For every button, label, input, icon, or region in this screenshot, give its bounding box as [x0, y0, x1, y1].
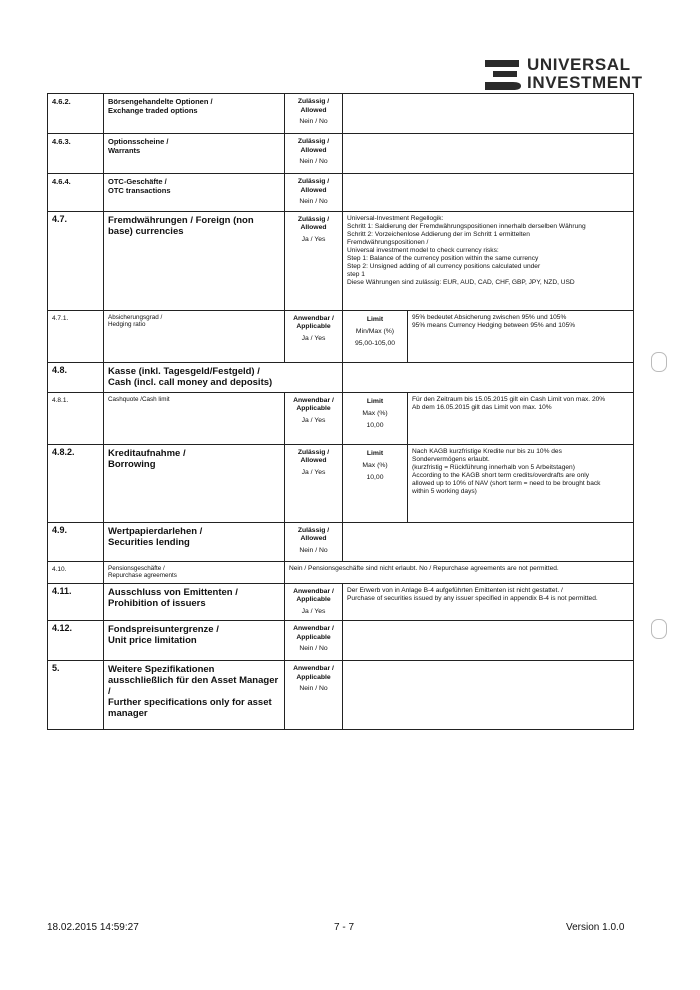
row-number: 5. — [48, 661, 104, 730]
allowed-cell: Zulässig / Allowed Nein / No — [285, 522, 343, 561]
row-title: Kreditaufnahme / Borrowing — [104, 444, 285, 522]
allowed-cell: Zulässig / Allowed Nein / No — [285, 174, 343, 212]
row-title: Optionsscheine / Warrants — [104, 134, 285, 174]
table-row — [48, 561, 634, 583]
row-title: OTC-Geschäfte / OTC transactions — [104, 174, 285, 212]
description-cell — [343, 522, 634, 561]
row-number: 4.8.2. — [48, 444, 104, 522]
table-row — [48, 174, 634, 212]
applicable-cell: Anwendbar / Applicable Ja / Yes — [285, 310, 343, 362]
row-title: Weitere Spezifikationen ausschließlich für den Asset Manager / Further specifications only for asset manager — [104, 661, 285, 730]
table-row — [48, 362, 634, 392]
table-row — [48, 310, 634, 362]
row-number: 4.6.4. — [48, 174, 104, 212]
row-number: 4.7.1. — [48, 310, 104, 362]
applicable-cell: Anwendbar / Applicable Nein / No — [285, 661, 343, 730]
table-row — [48, 583, 634, 621]
footer-date: 18.02.2015 14:59:27 — [47, 922, 139, 933]
row-number: 4.12. — [48, 621, 104, 661]
limit-cell: Limit Max (%) 10,00 — [343, 392, 408, 444]
allowed-cell: Zulässig / Allowed Ja / Yes — [285, 211, 343, 310]
row-number: 4.11. — [48, 583, 104, 621]
punch-hole-mark — [651, 619, 667, 639]
logo-line-1: UNIVERSAL — [527, 55, 631, 74]
table-row — [48, 211, 634, 310]
applicable-cell: Anwendbar / Applicable Ja / Yes — [285, 583, 343, 621]
logo-mark-icon — [483, 58, 523, 92]
table-row — [48, 621, 634, 661]
row-title: Kasse (inkl. Tagesgeld/Festgeld) / Cash (incl. call money and deposits) — [104, 362, 343, 392]
description-cell — [343, 94, 634, 134]
description-cell: Nein / Pensionsgeschäfte sind nicht erlaubt. No / Repurchase agreements are not permitted. — [285, 561, 634, 583]
limits-table — [47, 93, 634, 730]
table-row — [48, 661, 634, 730]
row-title: Absicherungsgrad / Hedging ratio — [104, 310, 285, 362]
footer-page-number: 7 - 7 — [334, 922, 355, 933]
footer-version: Version 1.0.0 — [566, 922, 625, 933]
table-row — [48, 392, 634, 444]
allowed-cell: Zulässig / Allowed Nein / No — [285, 134, 343, 174]
punch-hole-mark — [651, 352, 667, 372]
row-title: Fremdwährungen / Foreign (non base) currencies — [104, 211, 285, 310]
row-number: 4.10. — [48, 561, 104, 583]
row-number: 4.9. — [48, 522, 104, 561]
description-cell: Der Erwerb von in Anlage B-4 aufgeführten Emittenten ist nicht gestattet. / Purchase of securities issued by any issuer specified in appendix B-4 is not permitted. — [343, 583, 634, 621]
row-title: Börsengehandelte Optionen / Exchange traded options — [104, 94, 285, 134]
allowed-cell: Zulässig / Allowed Nein / No — [285, 94, 343, 134]
description-cell — [343, 621, 634, 661]
description-cell: Für den Zeitraum bis 15.05.2015 gilt ein Cash Limit von max. 20% Ab dem 16.05.2015 gilt das Limit von max. 10% — [408, 392, 634, 444]
allowed-cell: Zulässig / Allowed Ja / Yes — [285, 444, 343, 522]
row-number: 4.8.1. — [48, 392, 104, 444]
limit-cell: Limit Max (%) 10,00 — [343, 444, 408, 522]
row-title: Cashquote /Cash limit — [104, 392, 285, 444]
limit-cell: Limit Min/Max (%) 95,00-105,00 — [343, 310, 408, 362]
row-title: Pensionsgeschäfte / Repurchase agreements — [104, 561, 285, 583]
logo-line-2: INVESTMENT — [527, 73, 643, 92]
row-number: 4.6.3. — [48, 134, 104, 174]
table-row — [48, 444, 634, 522]
description-cell — [343, 661, 634, 730]
applicable-cell: Anwendbar / Applicable Ja / Yes — [285, 392, 343, 444]
row-title: Wertpapierdarlehen / Securities lending — [104, 522, 285, 561]
universal-investment-logo — [483, 52, 643, 98]
description-cell — [343, 134, 634, 174]
description-cell: Universal-Investment Regellogik: Schritt 1: Saldierung der Fremdwährungspositionen innerhalb derselben Währung Schritt 2: Vorzeichenlose Addierung der im Schritt 1 ermittelten Fremdwährungspositionen / Universal investment model to check currency risks: Step 1: Balance of the currency position within the same currency Step 2: Unsigned adding of all currency positions calculated under step 1 Diese Währungen sind zulässig: EUR, AUD, CAD, CHF, GBP, JPY, NZD, USD — [343, 211, 634, 310]
description-cell — [343, 362, 634, 392]
description-cell: 95% bedeutet Absicherung zwischen 95% und 105% 95% means Currency Hedging between 95% and 105% — [408, 310, 634, 362]
row-number: 4.6.2. — [48, 94, 104, 134]
table-row — [48, 522, 634, 561]
description-cell — [343, 174, 634, 212]
table-row — [48, 134, 634, 174]
table-row — [48, 94, 634, 134]
row-number: 4.8. — [48, 362, 104, 392]
row-title: Ausschluss von Emittenten / Prohibition of issuers — [104, 583, 285, 621]
applicable-cell: Anwendbar / Applicable Nein / No — [285, 621, 343, 661]
row-number: 4.7. — [48, 211, 104, 310]
row-title: Fondspreisuntergrenze / Unit price limitation — [104, 621, 285, 661]
description-cell: Nach KAGB kurzfristige Kredite nur bis zu 10% des Sondervermögens erlaubt. (kurzfristig = Rückführung innerhalb von 5 Arbeitstagen) According to the KAGB short term credits/overdrafts are only allowed up to 10% of NAV (short term = need to be brought back within 5 working days) — [408, 444, 634, 522]
